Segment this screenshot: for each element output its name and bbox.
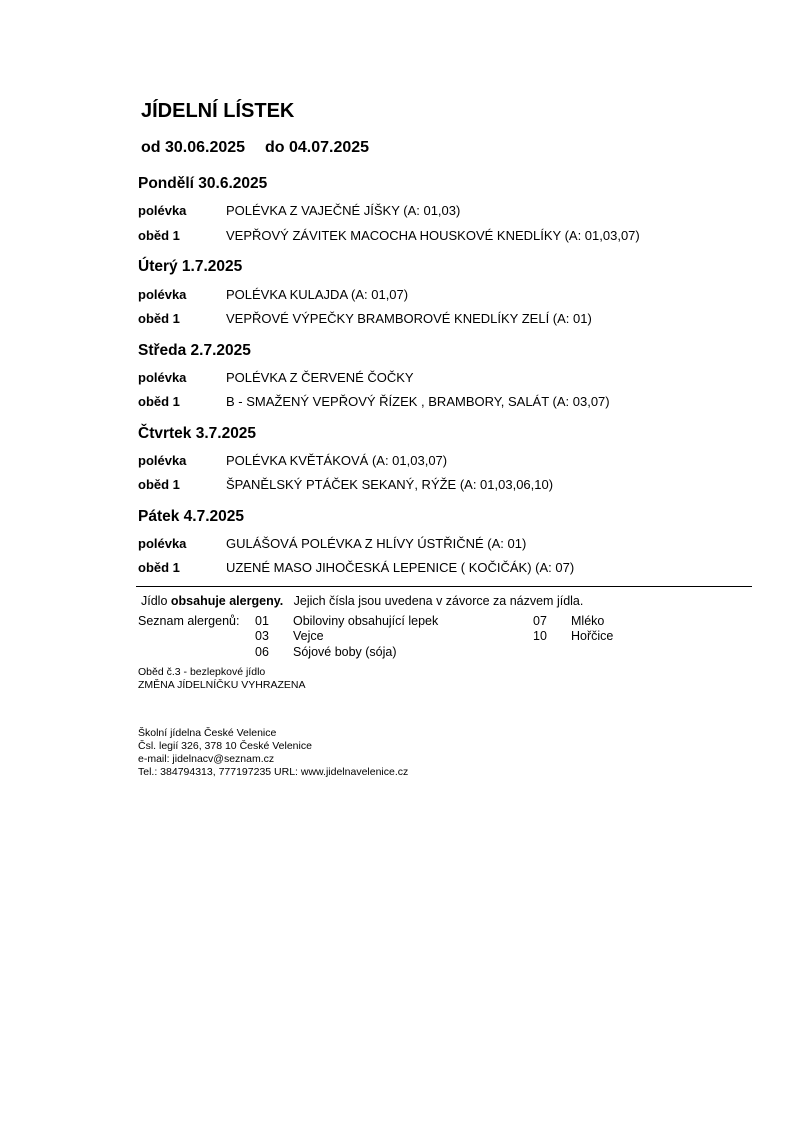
day-title-wednesday: Středa 2.7.2025	[138, 342, 251, 359]
soup-item: POLÉVKA KULAJDA (A: 01,07)	[226, 287, 409, 302]
soup-item: POLÉVKA Z VAJEČNÉ JÍŠKY (A: 01,03)	[226, 203, 461, 218]
main-item: VEPŘOVÉ VÝPEČKY BRAMBOROVÉ KNEDLÍKY ZELÍ (A: 01)	[226, 311, 592, 326]
day-title-tuesday: Úterý 1.7.2025	[138, 258, 243, 275]
allergen-code: 07	[533, 614, 547, 628]
allergen-list-label: Seznam alergenů:	[138, 614, 240, 628]
main-label: oběd 1	[138, 394, 180, 409]
soup-label: polévka	[138, 203, 187, 218]
divider	[136, 586, 752, 587]
soup-label: polévka	[138, 453, 187, 468]
main-item: VEPŘOVÝ ZÁVITEK MACOCHA HOUSKOVÉ KNEDLÍKY (A: 01,03,07)	[226, 228, 640, 243]
main-label: oběd 1	[138, 228, 180, 243]
page-title: JÍDELNÍ LÍSTEK	[141, 100, 295, 122]
soup-item: POLÉVKA KVĚTÁKOVÁ (A: 01,03,07)	[226, 453, 448, 468]
allergen-note-bold: obsahuje alergeny.	[170, 594, 284, 608]
allergen-name: Sójové boby (sója)	[293, 645, 397, 659]
contact-name: Školní jídelna České Velenice	[138, 727, 277, 739]
remark: ZMĚNA JÍDELNÍČKU VYHRAZENA	[138, 679, 306, 691]
contact-email: e-mail: jidelnacv@seznam.cz	[138, 753, 275, 765]
allergen-note-rest: Jejich čísla jsou uvedena v závorce za názvem jídla.	[283, 594, 584, 608]
day-title-thursday: Čtvrtek 3.7.2025	[138, 425, 257, 442]
main-item: ŠPANĚLSKÝ PTÁČEK SEKANÝ, RÝŽE (A: 01,03,06,10)	[226, 477, 554, 492]
allergen-note	[141, 594, 583, 608]
allergen-name: Hořčice	[571, 629, 614, 643]
soup-label: polévka	[138, 287, 187, 302]
remark: Oběd č.3 - bezlepkové jídlo	[138, 666, 266, 678]
allergen-name: Obiloviny obsahující lepek	[293, 614, 439, 628]
allergen-code: 06	[255, 645, 269, 659]
allergen-code: 10	[533, 629, 547, 643]
main-label: oběd 1	[138, 560, 180, 575]
main-label: oběd 1	[138, 477, 180, 492]
main-item: B - SMAŽENÝ VEPŘOVÝ ŘÍZEK , BRAMBORY, SALÁT (A: 03,07)	[226, 394, 610, 409]
allergen-code: 03	[255, 629, 269, 643]
day-title-friday: Pátek 4.7.2025	[138, 508, 245, 525]
date-to: do 04.07.2025	[265, 139, 370, 156]
allergen-code: 01	[255, 614, 269, 628]
contact-address: Čsl. legií 326, 378 10 České Velenice	[138, 740, 312, 752]
allergen-note-text: Jídlo	[141, 594, 171, 608]
main-label: oběd 1	[138, 311, 180, 326]
soup-label: polévka	[138, 370, 187, 385]
soup-label: polévka	[138, 536, 187, 551]
allergen-name: Vejce	[293, 629, 324, 643]
soup-item: POLÉVKA Z ČERVENÉ ČOČKY	[226, 370, 414, 385]
day-title-monday: Pondělí 30.6.2025	[138, 175, 268, 192]
main-item: UZENÉ MASO JIHOČESKÁ LEPENICE ( KOČIČÁK) (A: 07)	[226, 560, 575, 575]
date-from: od 30.06.2025	[141, 139, 246, 156]
contact-phone-url: Tel.: 384794313, 777197235 URL: www.jidelnavelenice.cz	[138, 766, 409, 778]
soup-item: GULÁŠOVÁ POLÉVKA Z HLÍVY ÚSTŘIČNÉ (A: 01)	[226, 536, 527, 551]
allergen-name: Mléko	[571, 614, 605, 628]
